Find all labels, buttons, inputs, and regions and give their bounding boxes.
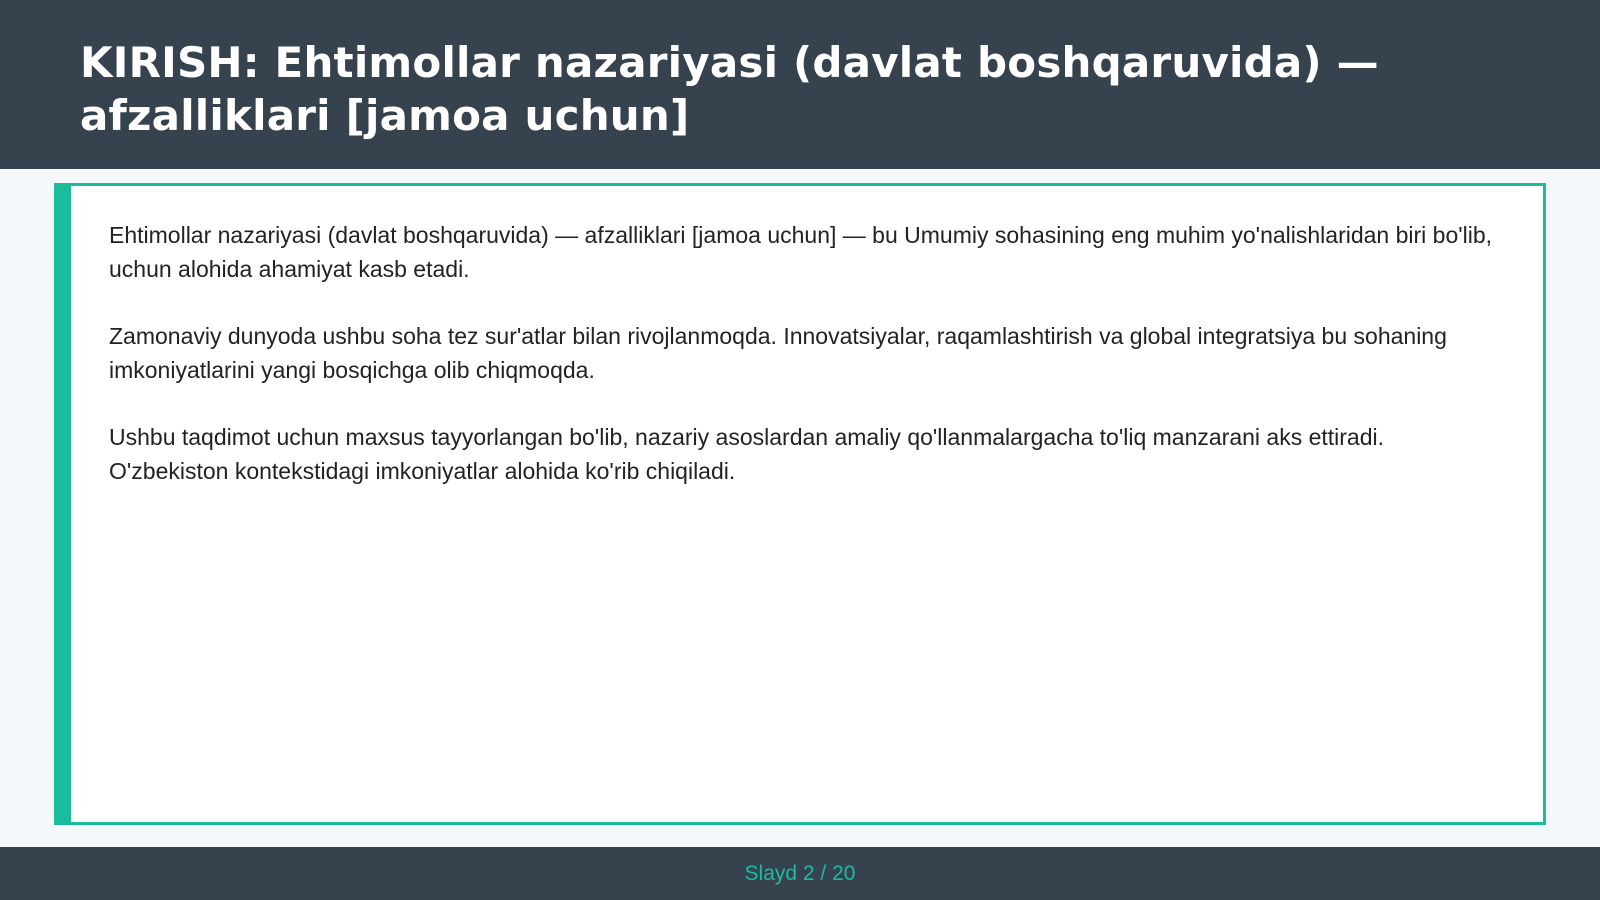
slide-title: KIRISH: Ehtimollar nazariyasi (davlat boshqaruvida) — afzalliklari [jamoa uchun]	[80, 38, 1379, 140]
modern-world-paragraph: Zamonaviy dunyoda ushbu soha tez sur'atlar bilan rivojlanmoqda. Innovatsiyalar, raqamlashtirish va global integratsiya bu sohaning imkoniyatlarini yangi bosqichga olib chiqmoqda.	[109, 323, 1447, 383]
slide-counter: Slayd 2 / 20	[744, 861, 856, 885]
content-box	[54, 183, 1546, 825]
intro-paragraph: Ehtimollar nazariyasi (davlat boshqaruvida) — afzalliklari [jamoa uchun] — bu Umumiy sohasining eng muhim yo'nalishlaridan biri bo'lib, uchun alohida ahamiyat kasb etadi.	[109, 222, 1493, 282]
slide-header	[0, 0, 1600, 169]
slide-footer	[0, 847, 1600, 900]
presentation-purpose-paragraph: Ushbu taqdimot uchun maxsus tayyorlangan bo'lib, nazariy asoslardan amaliy qo'llanmalargacha to'liq manzarani aks ettiradi. O'zbekiston kontekstidagi imkoniyatlar alohida ko'rib chiqiladi.	[109, 424, 1385, 484]
